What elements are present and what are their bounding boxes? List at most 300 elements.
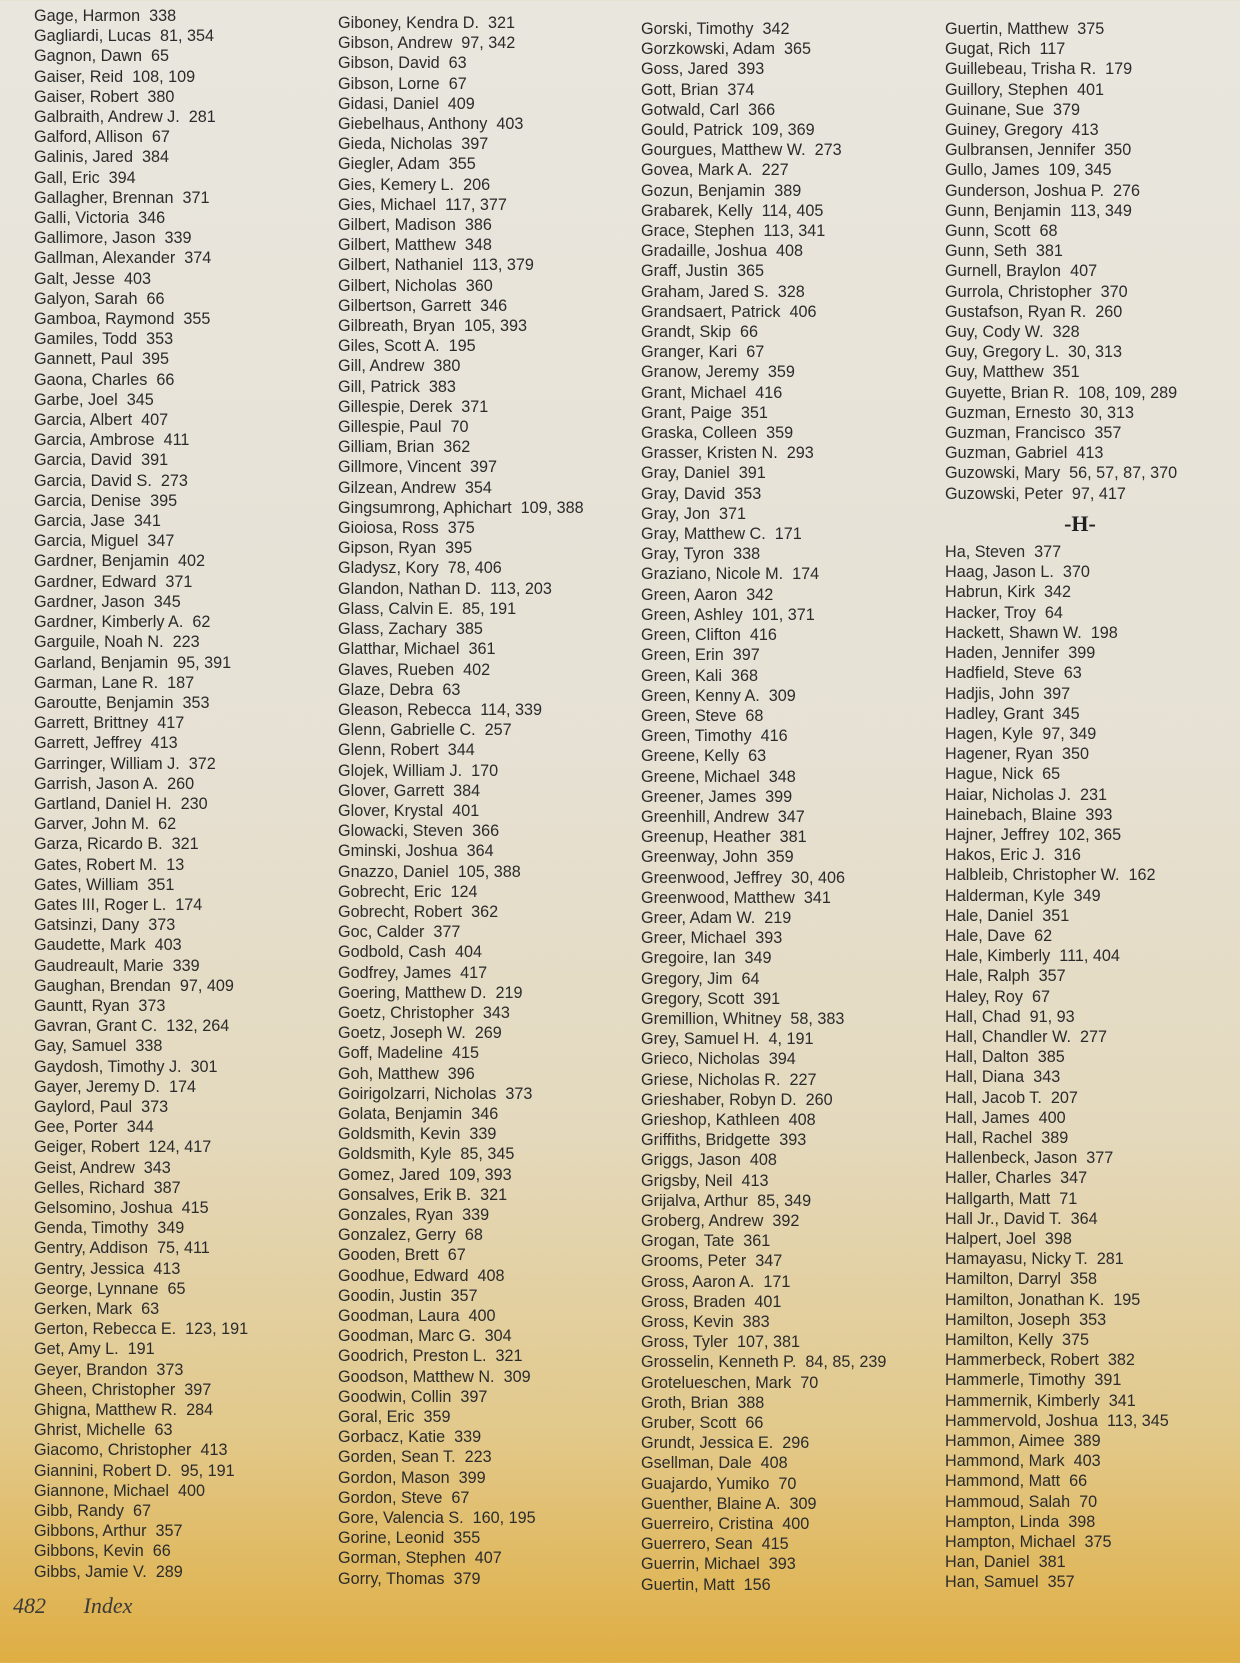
page-number: 482 (13, 1593, 46, 1618)
entry-pages: 373 (505, 1084, 533, 1103)
entry-pages: 124 (450, 882, 478, 901)
entry-pages: 339 (172, 956, 200, 975)
entry-pages: 343 (1033, 1068, 1061, 1087)
index-entry (945, 443, 1240, 463)
index-entry (34, 269, 334, 289)
entry-pages: 355 (453, 1529, 481, 1548)
index-entry (945, 1532, 1240, 1552)
index-entry (338, 74, 638, 94)
entry-pages: 97, 409 (179, 976, 234, 995)
entry-name: Hammerle, Timothy (945, 1371, 1086, 1390)
entry-pages: 63 (748, 747, 767, 766)
entry-name: Hakos, Eric J. (945, 846, 1045, 865)
entry-name: Halpert, Joel (945, 1229, 1036, 1248)
index-entry (338, 720, 638, 740)
index-entry (641, 605, 941, 625)
index-entry (945, 805, 1240, 825)
index-entry (945, 1310, 1240, 1330)
entry-pages: 109, 388 (520, 498, 584, 517)
index-entry (641, 1211, 941, 1231)
entry-pages: 231 (1079, 785, 1107, 804)
entry-name: Geiger, Robert (34, 1138, 140, 1157)
index-entry (34, 1360, 334, 1380)
entry-pages: 117 (1039, 40, 1066, 59)
entry-pages: 400 (1038, 1108, 1066, 1127)
entry-name: Gay, Samuel (34, 1037, 127, 1056)
index-entry (641, 1191, 941, 1211)
entry-name: Gooden, Brett (338, 1246, 439, 1265)
entry-pages: 355 (183, 310, 211, 329)
entry-name: Hackett, Shawn W. (945, 623, 1082, 642)
entry-pages: 393 (1085, 805, 1113, 824)
entry-pages: 413 (153, 1259, 181, 1278)
entry-pages: 70 (800, 1373, 819, 1392)
index-entry (945, 1492, 1240, 1512)
index-entry (641, 1474, 941, 1494)
entry-pages: 198 (1090, 623, 1118, 642)
entry-pages: 388 (737, 1393, 765, 1412)
index-entry (641, 160, 941, 180)
index-entry (34, 895, 334, 915)
index-entry (945, 241, 1240, 261)
entry-name: Grigsby, Neil (641, 1171, 733, 1190)
index-entry (338, 1064, 638, 1084)
entry-pages: 377 (433, 923, 461, 942)
index-entry (641, 201, 941, 221)
index-entry (641, 423, 941, 443)
entry-name: Gsellman, Dale (641, 1454, 752, 1473)
entry-name: Hague, Nick (945, 765, 1034, 784)
index-entry (34, 1218, 334, 1238)
index-entry (34, 147, 334, 167)
entry-pages: 387 (153, 1178, 181, 1197)
entry-name: Grosselin, Kenneth P. (641, 1353, 797, 1372)
entry-name: Grieshop, Kathleen (641, 1110, 780, 1129)
entry-name: Geyer, Brandon (34, 1360, 148, 1379)
entry-pages: 281 (188, 108, 216, 127)
entry-name: Hall, Rachel (945, 1128, 1033, 1147)
entry-name: Giebelhaus, Anthony (338, 115, 488, 134)
entry-pages: 391 (1094, 1371, 1122, 1390)
entry-name: Grace, Stephen (641, 222, 755, 241)
entry-name: Govea, Mark A. (641, 161, 753, 180)
index-entry (945, 582, 1240, 602)
index-entry (945, 603, 1240, 623)
entry-pages: 289 (155, 1562, 183, 1581)
entry-name: Grieshaber, Robyn D. (641, 1090, 797, 1109)
index-column-4 (945, 19, 1240, 1593)
index-entry (338, 1569, 638, 1589)
entry-name: Gibson, David (338, 54, 440, 73)
entry-pages: 380 (433, 357, 461, 376)
entry-name: Greene, Michael (641, 767, 760, 786)
entry-pages: 339 (469, 1125, 497, 1144)
entry-pages: 260 (1095, 302, 1123, 321)
entry-name: Gelsomino, Joshua (34, 1198, 173, 1217)
entry-pages: 195 (1113, 1290, 1141, 1309)
entry-pages: 389 (1073, 1432, 1101, 1451)
index-entry (641, 1070, 941, 1090)
entry-name: Gaiser, Reid (34, 67, 124, 86)
entry-name: Gall, Eric (34, 168, 100, 187)
index-entry (338, 1043, 638, 1063)
index-entry (641, 1393, 941, 1413)
entry-name: Hamilton, Darryl (945, 1270, 1062, 1289)
entry-pages: 417 (157, 714, 185, 733)
entry-pages: 206 (463, 175, 491, 194)
entry-pages: 351 (1052, 363, 1080, 382)
index-entry (641, 1049, 941, 1069)
entry-name: Gordon, Mason (338, 1468, 450, 1487)
entry-pages: 84, 85, 239 (805, 1353, 887, 1372)
index-entry (641, 120, 941, 140)
entry-name: Garringer, William J. (34, 754, 180, 773)
index-entry (34, 814, 334, 834)
entry-pages: 366 (472, 822, 500, 841)
index-entry (338, 154, 638, 174)
index-entry (641, 908, 941, 928)
entry-pages: 171 (763, 1272, 791, 1291)
index-entry (945, 1007, 1240, 1027)
index-column-1 (34, 6, 334, 1582)
entry-pages: 301 (190, 1057, 218, 1076)
entry-pages: 66 (739, 323, 758, 342)
entry-name: Guillory, Stephen (945, 80, 1068, 99)
index-entry (338, 1205, 638, 1225)
index-entry (641, 241, 941, 261)
entry-name: Goral, Eric (338, 1408, 415, 1427)
index-entry (945, 643, 1240, 663)
index-entry (34, 976, 334, 996)
entry-name: Groth, Brian (641, 1393, 729, 1412)
index-entry (34, 1057, 334, 1077)
entry-pages: 108, 109 (132, 67, 196, 86)
entry-name: Green, Kenny A. (641, 686, 760, 705)
entry-name: Gunn, Benjamin (945, 201, 1062, 220)
entry-pages: 64 (1044, 603, 1063, 622)
index-entry (945, 724, 1240, 744)
entry-name: Gilbert, Nathaniel (338, 256, 464, 275)
entry-pages: 257 (484, 721, 512, 740)
entry-name: Hampton, Linda (945, 1512, 1060, 1531)
entry-pages: 404 (455, 943, 483, 962)
index-entry (641, 1130, 941, 1150)
index-entry (34, 774, 334, 794)
entry-name: Gray, David (641, 484, 726, 503)
entry-pages: 347 (1060, 1169, 1088, 1188)
entry-pages: 353 (734, 484, 762, 503)
index-entry (641, 807, 941, 827)
index-entry (945, 825, 1240, 845)
entry-pages: 413 (150, 734, 178, 753)
entry-name: Hall, Chandler W. (945, 1027, 1071, 1046)
entry-name: Hacker, Troy (945, 603, 1036, 622)
entry-pages: 347 (755, 1252, 783, 1271)
entry-pages: 403 (123, 269, 151, 288)
entry-name: Griffiths, Bridgette (641, 1131, 771, 1150)
entry-name: Gill, Andrew (338, 357, 425, 376)
entry-pages: 62 (192, 613, 211, 632)
entry-name: Guy, Matthew (945, 363, 1044, 382)
entry-name: Grieco, Nicholas (641, 1050, 760, 1069)
entry-pages: 401 (754, 1292, 782, 1311)
entry-pages: 417 (460, 963, 488, 982)
entry-pages: 219 (764, 908, 792, 927)
entry-name: Gradaille, Joshua (641, 242, 767, 261)
entry-pages: 63 (448, 54, 467, 73)
entry-name: Gnazzo, Daniel (338, 862, 449, 881)
entry-pages: 195 (448, 337, 476, 356)
entry-pages: 359 (767, 363, 795, 382)
entry-pages: 413 (200, 1441, 228, 1460)
entry-name: Garcia, David S. (34, 471, 152, 490)
index-entry (945, 362, 1240, 382)
entry-pages: 399 (458, 1468, 486, 1487)
index-entry (641, 80, 941, 100)
entry-name: Gunn, Seth (945, 242, 1027, 261)
entry-pages: 170 (471, 761, 499, 780)
entry-pages: 191 (127, 1340, 155, 1359)
entry-name: Hall, James (945, 1108, 1030, 1127)
index-entry (945, 383, 1240, 403)
index-entry (34, 733, 334, 753)
index-entry (34, 855, 334, 875)
entry-pages: 350 (1062, 745, 1090, 764)
entry-pages: 368 (730, 666, 758, 685)
index-entry (34, 430, 334, 450)
entry-pages: 338 (149, 7, 177, 25)
entry-pages: 394 (108, 168, 136, 187)
entry-name: Gates, William (34, 875, 139, 894)
index-entry (338, 356, 638, 376)
entry-pages: 397 (461, 135, 489, 154)
entry-pages: 381 (1038, 1553, 1066, 1572)
entry-name: Geist, Andrew (34, 1158, 135, 1177)
entry-name: Hall, Chad (945, 1007, 1021, 1026)
index-entry (338, 1104, 638, 1124)
index-entry (641, 1090, 941, 1110)
index-entry (338, 942, 638, 962)
entry-pages: 379 (1053, 100, 1081, 119)
entry-pages: 342 (1043, 583, 1071, 602)
entry-pages: 227 (789, 1070, 817, 1089)
entry-name: Hagen, Kyle (945, 724, 1034, 743)
entry-name: Garcia, Miguel (34, 532, 139, 551)
entry-pages: 321 (171, 835, 199, 854)
index-entry (641, 1534, 941, 1554)
index-entry (34, 349, 334, 369)
entry-pages: 4, 191 (768, 1030, 814, 1049)
entry-pages: 114, 339 (480, 700, 542, 719)
index-entry (641, 686, 941, 706)
index-entry (641, 1514, 941, 1534)
index-entry (641, 1332, 941, 1352)
entry-pages: 385 (1037, 1048, 1065, 1067)
entry-name: Green, Ashley (641, 605, 743, 624)
entry-name: Garza, Ricardo B. (34, 835, 163, 854)
entry-pages: 408 (477, 1266, 505, 1285)
index-entry (338, 983, 638, 1003)
index-entry (338, 862, 638, 882)
entry-pages: 383 (742, 1313, 770, 1331)
entry-pages: 85, 349 (757, 1191, 812, 1210)
index-entry (945, 1512, 1240, 1532)
entry-pages: 361 (468, 640, 496, 659)
entry-pages: 397 (732, 646, 760, 665)
entry-pages: 416 (749, 626, 777, 645)
entry-pages: 391 (141, 451, 169, 470)
index-entry (641, 564, 941, 584)
entry-name: Hadfield, Steve (945, 664, 1055, 683)
entry-name: Goering, Matthew D. (338, 983, 487, 1002)
entry-name: Garguile, Noah N. (34, 633, 164, 652)
index-entry (945, 1391, 1240, 1411)
entry-name: Gibbs, Jamie V. (34, 1562, 147, 1581)
entry-name: Gray, Matthew C. (641, 525, 766, 544)
index-entry (945, 1108, 1240, 1128)
entry-name: Guinane, Sue (945, 100, 1044, 119)
entry-name: Glaze, Debra (338, 680, 434, 699)
entry-pages: 67 (746, 343, 765, 362)
entry-name: Gray, Jon (641, 504, 710, 523)
entry-name: Grant, Paige (641, 403, 732, 422)
entry-name: Ha, Steven (945, 543, 1026, 562)
entry-name: Glover, Krystal (338, 801, 444, 820)
entry-name: Guy, Gregory L. (945, 343, 1059, 362)
entry-pages: 353 (1079, 1310, 1107, 1329)
entry-name: Gavran, Grant C. (34, 1017, 158, 1036)
index-entry (945, 463, 1240, 483)
entry-name: Halderman, Kyle (945, 886, 1065, 905)
entry-name: Giboney, Kendra D. (338, 14, 479, 32)
entry-pages: 377 (1034, 543, 1062, 562)
index-entry (641, 463, 941, 483)
entry-pages: 341 (803, 888, 831, 907)
entry-pages: 105, 388 (457, 862, 521, 881)
entry-name: Guillebeau, Trisha R. (945, 60, 1097, 79)
index-entry (34, 693, 334, 713)
entry-pages: 407 (141, 411, 169, 430)
index-entry (34, 1521, 334, 1541)
entry-name: Gartland, Daniel H. (34, 794, 172, 813)
index-entry (34, 370, 334, 390)
entry-name: Glatthar, Michael (338, 640, 460, 659)
entry-name: Gobrecht, Eric (338, 882, 442, 901)
entry-pages: 409 (447, 94, 475, 113)
index-entry (641, 504, 941, 524)
index-entry (641, 1029, 941, 1049)
index-entry (34, 653, 334, 673)
index-entry (945, 423, 1240, 443)
entry-name: Guzowski, Peter (945, 484, 1063, 503)
index-entry (641, 221, 941, 241)
entry-name: Gee, Porter (34, 1118, 118, 1137)
entry-name: Gallimore, Jason (34, 229, 156, 248)
index-entry (945, 1451, 1240, 1471)
index-entry (34, 329, 334, 349)
entry-name: Goss, Jared (641, 60, 729, 79)
index-entry (338, 498, 638, 518)
entry-name: Gourgues, Matthew W. (641, 141, 806, 160)
entry-name: Gruber, Scott (641, 1414, 737, 1433)
entry-name: Galbraith, Andrew J. (34, 108, 180, 127)
index-entry (338, 1488, 638, 1508)
entry-pages: 416 (755, 383, 783, 402)
entry-name: Garbe, Joel (34, 390, 118, 409)
entry-name: Hale, Dave (945, 926, 1026, 945)
index-entry (641, 362, 941, 382)
entry-name: Gallagher, Brennan (34, 188, 174, 207)
entry-pages: 413 (741, 1171, 769, 1190)
entry-name: Godfrey, James (338, 963, 452, 982)
entry-pages: 393 (737, 60, 765, 79)
entry-pages: 339 (164, 229, 192, 248)
entry-name: Grabarek, Kelly (641, 201, 753, 220)
index-entry (945, 403, 1240, 423)
entry-name: Giannone, Michael (34, 1481, 169, 1500)
entry-name: Get, Amy L. (34, 1340, 119, 1359)
entry-name: Garman, Lane R. (34, 673, 159, 692)
entry-pages: 403 (154, 936, 182, 955)
entry-pages: 374 (727, 80, 755, 99)
index-entry (34, 127, 334, 147)
index-entry (641, 868, 941, 888)
index-entry (945, 261, 1240, 281)
entry-name: Grotelueschen, Mark (641, 1373, 792, 1392)
index-entry (338, 1427, 638, 1447)
entry-pages: 230 (180, 794, 208, 813)
index-entry (641, 827, 941, 847)
index-entry (641, 100, 941, 120)
entry-pages: 398 (1068, 1512, 1096, 1531)
index-entry (338, 417, 638, 437)
entry-pages: 321 (480, 1185, 508, 1204)
entry-name: Gallman, Alexander (34, 249, 176, 268)
entry-name: Goff, Madeline (338, 1044, 443, 1063)
entry-pages: 81, 354 (159, 27, 214, 46)
entry-name: Gorzkowski, Adam (641, 40, 776, 59)
entry-pages: 411 (163, 431, 190, 450)
entry-pages: 162 (1128, 866, 1156, 885)
index-entry (641, 1413, 941, 1433)
entry-name: Galt, Jesse (34, 269, 115, 288)
index-entry (338, 1367, 638, 1387)
entry-pages: 58, 383 (790, 1009, 845, 1028)
entry-pages: 277 (1079, 1027, 1107, 1046)
entry-pages: 392 (772, 1211, 800, 1230)
entry-pages: 66 (745, 1414, 764, 1433)
entry-pages: 382 (1107, 1351, 1135, 1370)
entry-pages: 413 (1076, 444, 1104, 463)
index-entry (641, 1171, 941, 1191)
index-entry (945, 1229, 1240, 1249)
index-entry (945, 1572, 1240, 1592)
entry-pages: 408 (775, 242, 803, 261)
index-entry (945, 744, 1240, 764)
index-entry (641, 342, 941, 362)
index-entry (945, 764, 1240, 784)
entry-name: Gage, Harmon (34, 7, 141, 25)
index-entry (945, 987, 1240, 1007)
index-entry (945, 663, 1240, 683)
entry-name: Garcia, David (34, 451, 133, 470)
index-entry (641, 1352, 941, 1372)
index-entry (338, 1124, 638, 1144)
index-entry (338, 902, 638, 922)
entry-pages: 70 (1079, 1492, 1098, 1511)
entry-name: Grant, Michael (641, 383, 747, 402)
entry-pages: 397 (460, 1387, 488, 1406)
